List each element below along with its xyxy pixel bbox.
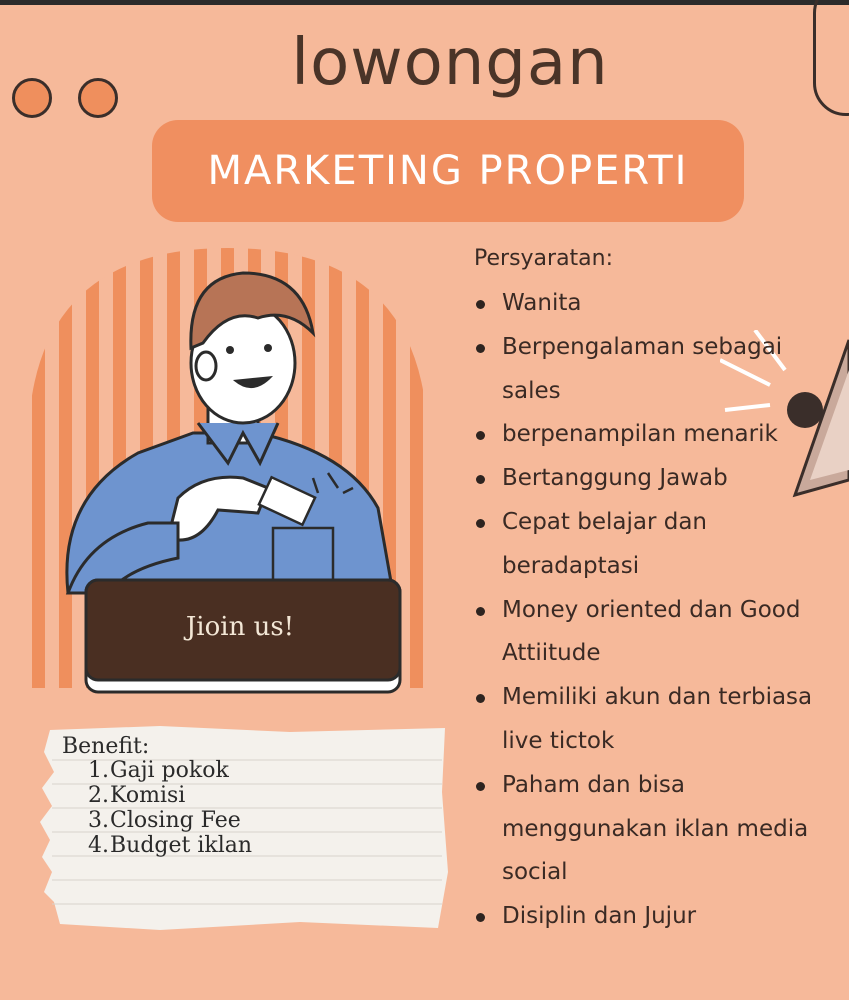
list-item: berpenampilan menarik — [472, 413, 844, 457]
title-banner — [152, 120, 744, 222]
list-item: Berpengalaman sebagai sales — [472, 326, 844, 414]
list-item: Wanita — [472, 282, 844, 326]
decorative-circle-left — [12, 78, 52, 118]
benefit-heading: Benefit: — [62, 734, 150, 759]
list-item: Disiplin dan Jujur — [472, 895, 844, 939]
item-text: Gaji pokok — [110, 758, 229, 783]
list-item: Cepat belajar dan beradaptasi — [472, 501, 844, 589]
item-text: Closing Fee — [110, 808, 241, 833]
list-item — [88, 833, 252, 858]
top-border — [0, 0, 849, 5]
item-number: 4. — [88, 833, 109, 858]
list-item: Memiliki akun dan terbiasa live tictok — [472, 676, 844, 764]
item-text: Komisi — [110, 783, 186, 808]
item-number: 3. — [88, 808, 109, 833]
list-item — [88, 808, 252, 833]
list-item: Money oriented dan Good Attiitude — [472, 589, 844, 677]
benefit-list — [88, 758, 252, 858]
join-us-sign-text: Jioin us! — [185, 612, 295, 642]
banner-text: MARKETING PROPERTI — [207, 148, 689, 194]
item-number: 2. — [88, 783, 109, 808]
list-item — [88, 758, 252, 783]
list-item: Bertanggung Jawab — [472, 457, 844, 501]
poster-title: lowongan — [291, 26, 609, 100]
corner-decoration — [813, 0, 849, 116]
requirements-heading: Persyaratan: — [474, 246, 614, 271]
item-text: Budget iklan — [110, 833, 253, 858]
list-item: Paham dan bisa menggunakan iklan media social — [472, 764, 844, 895]
item-number: 1. — [88, 758, 109, 783]
decorative-circle-right — [78, 78, 118, 118]
list-item — [88, 783, 252, 808]
requirements-list — [472, 282, 844, 939]
